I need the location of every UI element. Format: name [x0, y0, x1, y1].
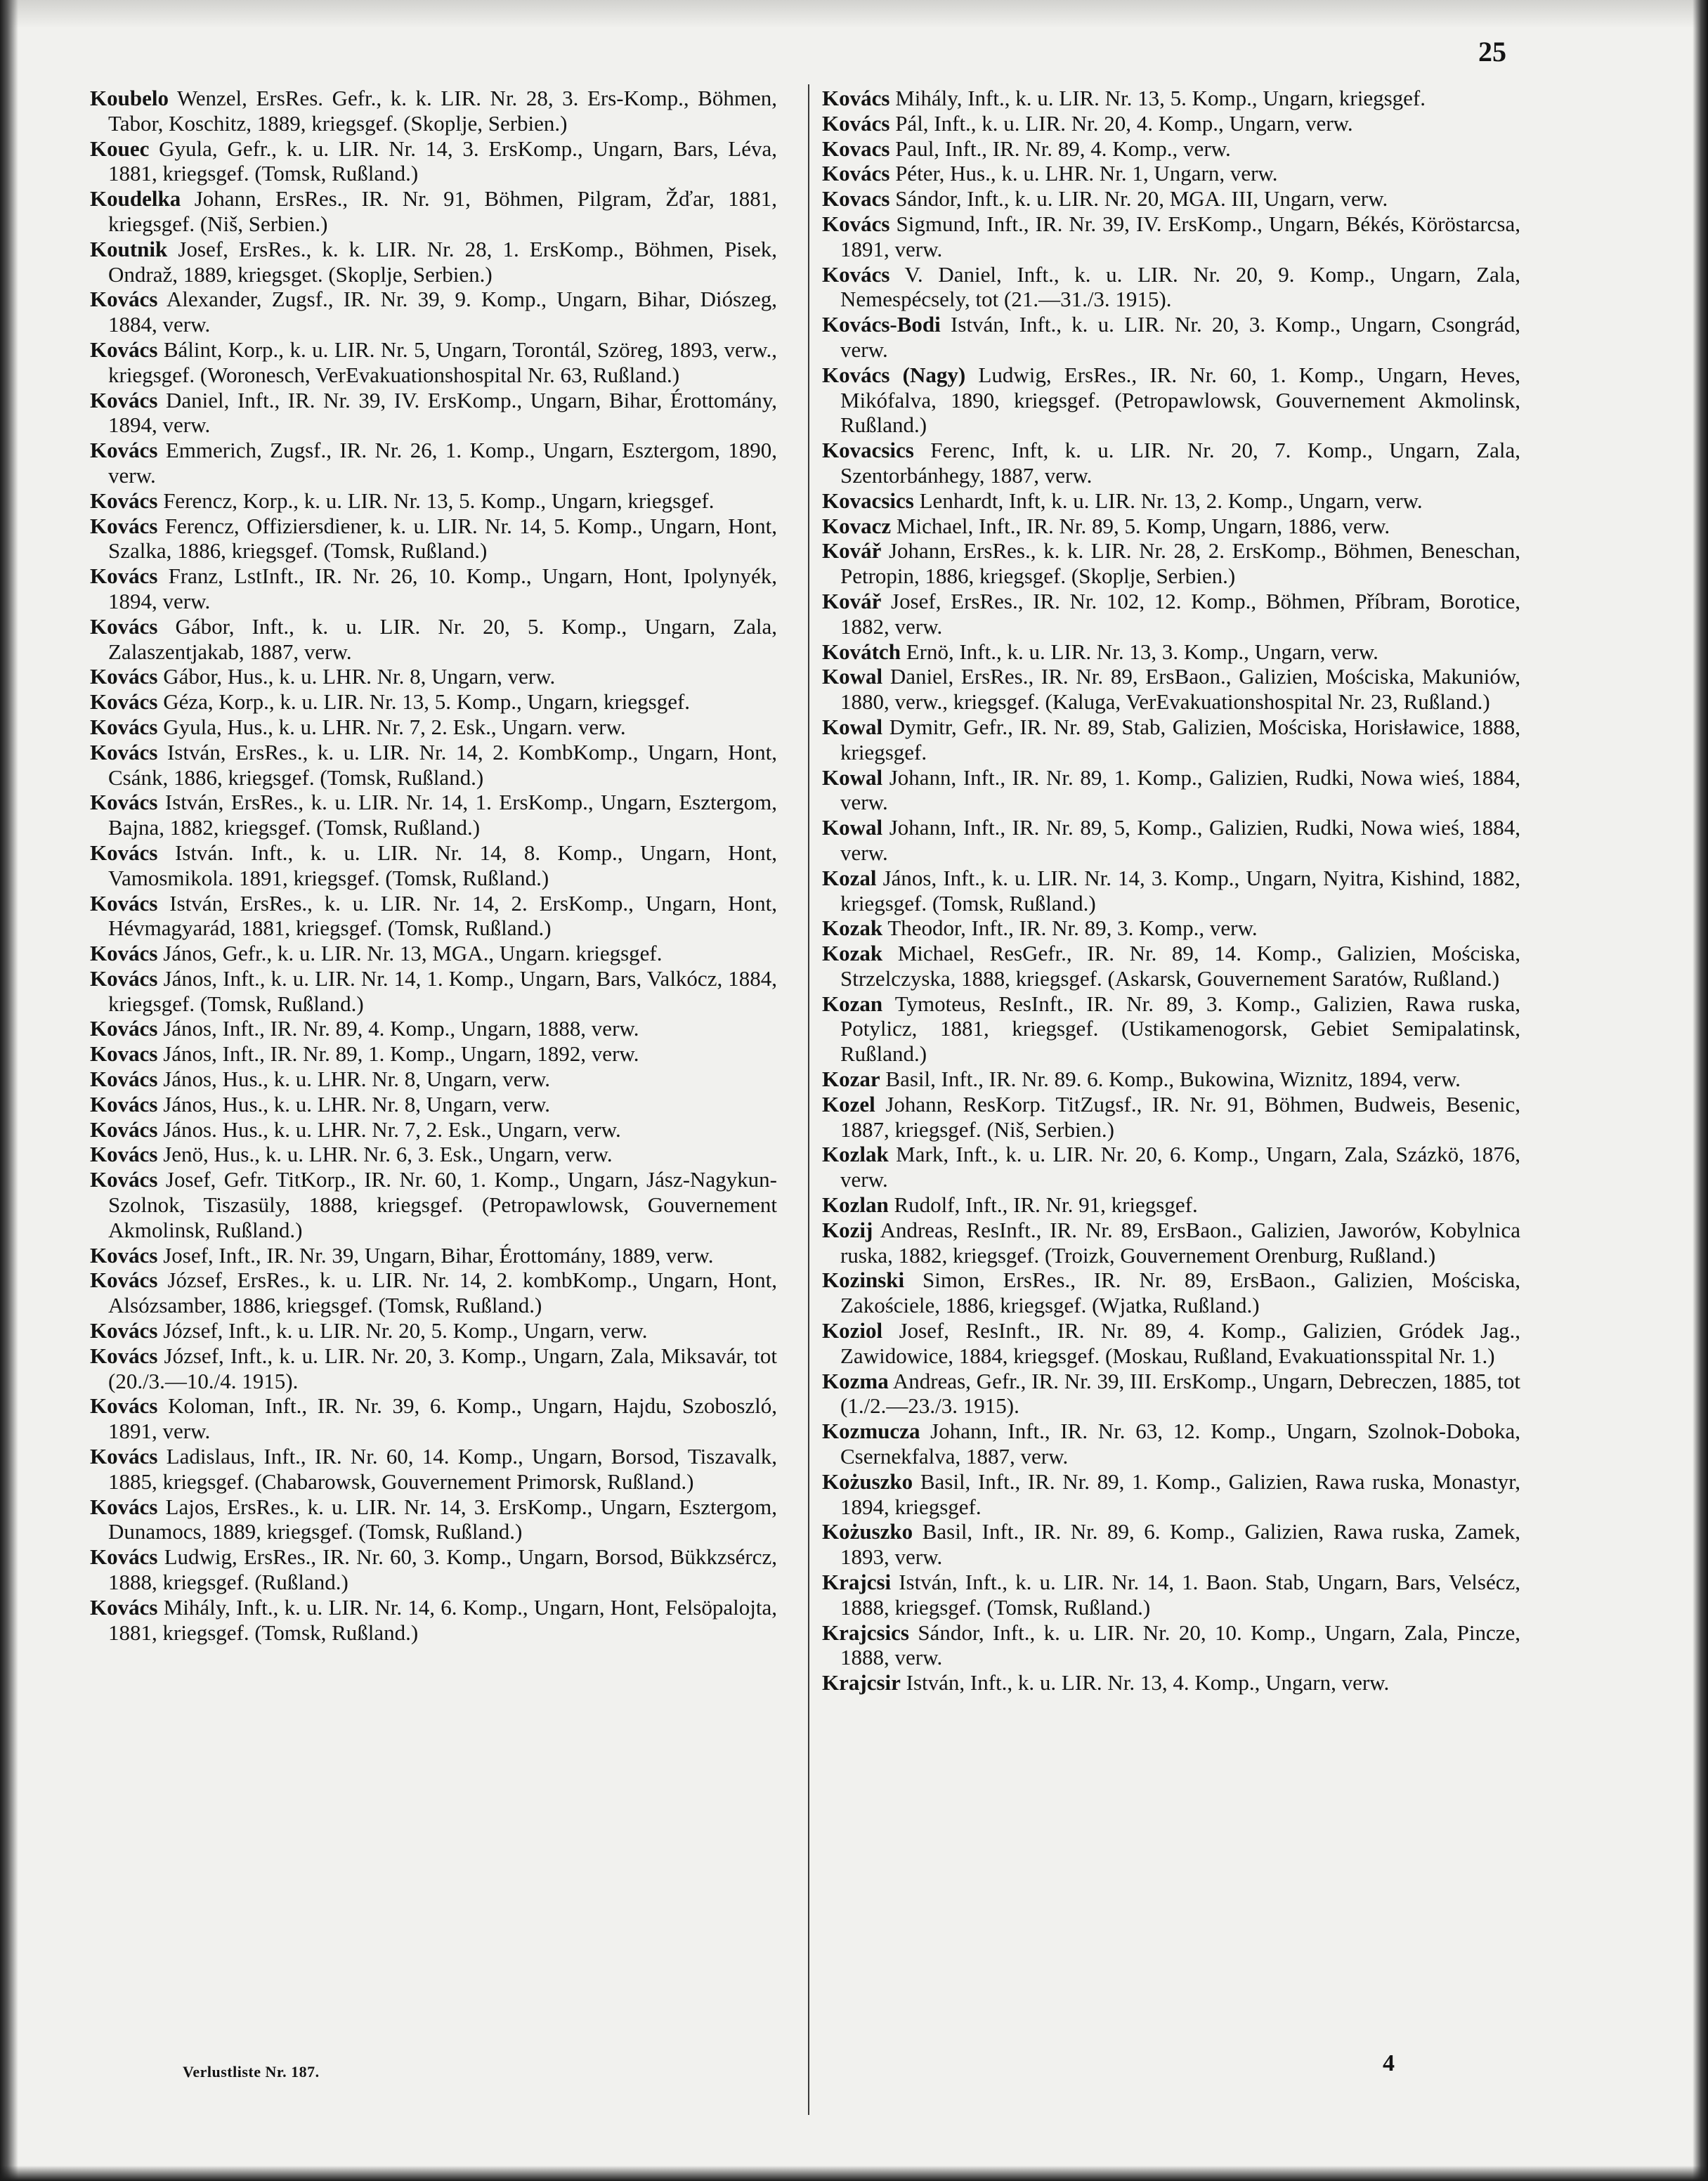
- entry-surname: Kozma: [822, 1368, 889, 1393]
- casualty-entry: [822, 916, 1520, 941]
- casualty-entry: [822, 312, 1520, 363]
- entry-surname: Krajcsics: [822, 1620, 909, 1645]
- entry-surname: Kovács: [90, 1393, 158, 1419]
- casualty-entry: [90, 664, 777, 689]
- casualty-entry: [90, 715, 777, 740]
- casualty-entry: [90, 1444, 777, 1495]
- casualty-entry: [90, 1595, 777, 1646]
- casualty-entry: [822, 1419, 1520, 1469]
- entry-surname: Kovács: [90, 488, 158, 513]
- entry-surname: Kovář: [822, 538, 882, 564]
- entry-details: István, ErsRes., k. u. LIR. Nr. 14, 2. ErsKomp., Ungarn, Hont, Hévmagyarád, 1881, kriegsgef. (Tomsk, Rußland.): [108, 890, 778, 941]
- entry-details: Gábor, Hus., k. u. LHR. Nr. 8, Ungarn, verw.: [163, 664, 556, 689]
- entry-surname: Kovács: [90, 287, 158, 312]
- casualty-entry: [822, 715, 1520, 765]
- entry-surname: Kovács: [90, 941, 158, 966]
- casualty-entry: [822, 1570, 1520, 1620]
- entry-details: Johann, ErsRes., k. k. LIR. Nr. 28, 2. ErsKomp., Böhmen, Beneschan, Petropin, 1886, kriegsgef. (Skoplje, Serbien.): [840, 538, 1521, 589]
- entry-details: Lenhardt, Inft, k. u. LIR. Nr. 13, 2. Komp., Ungarn, verw.: [919, 488, 1423, 513]
- entry-details: Géza, Korp., k. u. LIR. Nr. 13, 5. Komp., Ungarn, kriegsgef.: [163, 689, 691, 715]
- entry-details: Wenzel, ErsRes. Gefr., k. k. LIR. Nr. 28, 3. Ers-Komp., Böhmen, Tabor, Koschitz, 1889, kriegsgef. (Skoplje, Serbien.): [108, 86, 777, 136]
- casualty-entry: [822, 86, 1520, 111]
- entry-surname: Kovács: [822, 110, 890, 136]
- entry-details: Basil, Inft., IR. Nr. 89. 6. Komp., Bukowina, Wiznitz, 1894, verw.: [885, 1067, 1461, 1092]
- entry-surname: Kovacz: [822, 513, 892, 538]
- entry-details: János, Inft., IR. Nr. 89, 1. Komp., Ungarn, 1892, verw.: [163, 1041, 639, 1067]
- casualty-entry: [822, 866, 1520, 916]
- entry-details: István, Inft., k. u. LIR. Nr. 14, 1. Baon. Stab, Ungarn, Bars, Velsécz, 1888, kriegsgef. (Tomsk, Rußland.): [840, 1570, 1520, 1620]
- entry-surname: Kozak: [822, 916, 883, 941]
- entry-surname: Kożuszko: [822, 1469, 913, 1494]
- entry-details: Ladislaus, Inft., IR. Nr. 60, 14. Komp., Ungarn, Borsod, Tiszavalk, 1885, kriegsgef. (Chabarowsk, Gouvernement Primorsk, Rußland.): [108, 1444, 777, 1494]
- casualty-entry: [90, 388, 777, 438]
- casualty-entry: [822, 161, 1520, 186]
- entry-details: Franz, LstInft., IR. Nr. 26, 10. Komp., Ungarn, Hont, Ipolynyék, 1894, verw.: [108, 564, 778, 613]
- entry-details: István. Inft., k. u. LIR. Nr. 14, 8. Komp., Ungarn, Hont, Vamosmikola. 1891, kriegsgef. (Tomsk, Rußland.): [108, 840, 777, 890]
- casualty-entry: [822, 1268, 1520, 1318]
- entry-surname: Kovács: [90, 714, 158, 739]
- casualty-entry: [90, 1067, 777, 1092]
- entry-surname: Kouec: [90, 136, 150, 161]
- casualty-entry: [822, 1142, 1520, 1192]
- entry-surname: Kovács: [90, 337, 158, 362]
- entry-details: Ferencz, Korp., k. u. LIR. Nr. 13, 5. Komp., Ungarn, kriegsgef.: [163, 488, 715, 513]
- entry-surname: Kovács: [90, 438, 158, 463]
- casualty-entry: [90, 790, 777, 840]
- scan-shadow-top: [0, 0, 1708, 28]
- entry-details: Mihály, Inft., k. u. LIR. Nr. 14, 6. Komp., Ungarn, Hont, Felsöpalojta, 1881, kriegsgef. (Tomsk, Rußland.): [108, 1594, 778, 1645]
- casualty-entry: [822, 438, 1520, 488]
- casualty-entry: [90, 1117, 777, 1142]
- casualty-entry: [90, 564, 777, 614]
- column-divider: [808, 84, 809, 2115]
- casualty-entry: [90, 840, 777, 891]
- entry-details: Johann, ResKorp. TitZugsf., IR. Nr. 91, Böhmen, Budweis, Besenic, 1887, kriegsgef. (Niš, Serbien.): [840, 1091, 1520, 1142]
- casualty-entry: [822, 262, 1520, 313]
- casualty-entry: [90, 514, 777, 564]
- casualty-entry: [822, 941, 1520, 991]
- entry-details: János, Inft., k. u. LIR. Nr. 14, 3. Komp., Ungarn, Nyitra, Kishind, 1882, kriegsgef. (Tomsk, Rußland.): [840, 865, 1520, 916]
- entry-details: István, Inft., k. u. LIR. Nr. 13, 4. Komp., Ungarn, verw.: [906, 1670, 1390, 1695]
- entry-surname: Kovács (Nagy): [822, 362, 966, 387]
- casualty-entry: [90, 1393, 777, 1444]
- casualty-entry: [822, 538, 1520, 589]
- entry-details: Johann, Inft., IR. Nr. 89, 1. Komp., Galizien, Rudki, Nowa wieś, 1884, verw.: [840, 764, 1521, 815]
- casualty-entry: [822, 1469, 1520, 1520]
- entry-surname: Kovács: [90, 840, 158, 865]
- casualty-entry: [822, 211, 1520, 262]
- entry-details: Ernö, Inft., k. u. LIR. Nr. 13, 3. Komp., Ungarn, verw.: [906, 639, 1378, 664]
- casualty-entry: [822, 664, 1520, 715]
- entry-details: Johann, ErsRes., IR. Nr. 91, Böhmen, Pilgram, Žďar, 1881, kriegsgef. (Niš, Serbien.): [108, 186, 777, 236]
- entry-details: Bálint, Korp., k. u. LIR. Nr. 5, Ungarn, Torontál, Szöreg, 1893, verw., kriegsgef. (Woronesch, VerEvakuationshospital Nr. 63, Rußland.): [108, 337, 778, 387]
- casualty-entry: [822, 363, 1520, 438]
- entry-surname: Kovács: [90, 1444, 158, 1469]
- entry-details: Jenö, Hus., k. u. LHR. Nr. 6, 3. Esk., Ungarn, verw.: [163, 1142, 613, 1167]
- entry-surname: Krajcsi: [822, 1570, 892, 1595]
- casualty-entry: [822, 1318, 1520, 1369]
- casualty-entry: [822, 488, 1520, 514]
- entry-surname: Kovács: [90, 1016, 158, 1041]
- entry-surname: Kozij: [822, 1217, 873, 1242]
- entry-surname: Kovács: [90, 387, 158, 412]
- entry-details: Johann, Inft., IR. Nr. 89, 5, Komp., Galizien, Rudki, Nowa wieś, 1884, verw.: [840, 815, 1521, 865]
- entry-surname: Koudelka: [90, 186, 181, 211]
- entry-surname: Kovacs: [822, 186, 890, 211]
- entry-surname: Kovács: [90, 513, 158, 538]
- entry-details: Josef, Gefr. TitKorp., IR. Nr. 60, 1. Komp., Ungarn, Jász-Nagykun-Szolnok, Tiszasüly, 1888, kriegsgef. (Petropawlowsk, Gouvernement Akmolinsk, Rußland.): [108, 1167, 777, 1242]
- entry-details: József, ErsRes., k. u. LIR. Nr. 14, 2. kombKomp., Ungarn, Hont, Alsózsamber, 1886, kriegsgef. (Tomsk, Rußland.): [108, 1268, 777, 1318]
- entry-surname: Kozinski: [822, 1268, 905, 1293]
- entry-surname: Kovács: [90, 1494, 158, 1519]
- casualty-entry: [90, 1318, 777, 1343]
- casualty-entry: [90, 614, 777, 665]
- casualty-entry: [90, 689, 777, 715]
- entry-details: János, Hus., k. u. LHR. Nr. 8, Ungarn, verw.: [163, 1067, 550, 1092]
- entry-surname: Kovács: [90, 1091, 158, 1116]
- entry-details: Josef, Inft., IR. Nr. 39, Ungarn, Bihar, Érottomány, 1889, verw.: [163, 1242, 714, 1268]
- casualty-entry: [822, 765, 1520, 816]
- casualty-entry: [90, 1092, 777, 1117]
- entry-surname: Kovács-Bodi: [822, 312, 941, 337]
- entry-surname: Kozlan: [822, 1192, 889, 1218]
- entry-surname: Kovács: [90, 790, 158, 815]
- entry-details: Josef, ErsRes., k. k. LIR. Nr. 28, 1. ErsKomp., Böhmen, Pisek, Ondraž, 1889, kriegsget. (Skoplje, Serbien.): [108, 236, 777, 287]
- entry-details: Basil, Inft., IR. Nr. 89, 6. Komp., Galizien, Rawa ruska, Zamek, 1893, verw.: [840, 1519, 1521, 1570]
- casualty-entry: [90, 237, 777, 287]
- entry-details: Theodor, Inft., IR. Nr. 89, 3. Komp., verw.: [887, 916, 1258, 941]
- entry-surname: Kozmucza: [822, 1419, 920, 1444]
- entry-surname: Kozak: [822, 941, 883, 966]
- casualty-entry: [822, 639, 1520, 665]
- entry-surname: Kowal: [822, 664, 883, 689]
- entry-surname: Kovacsics: [822, 438, 914, 463]
- entry-details: Dymitr, Gefr., IR. Nr. 89, Stab, Galizien, Mościska, Horisławice, 1888, kriegsgef.: [840, 714, 1521, 764]
- entry-details: Michael, ResGefr., IR. Nr. 89, 14. Komp., Galizien, Mościska, Strzelczyska, 1888, kriegsgef. (Askarsk, Gouvernement Saratów, Rußland.): [840, 941, 1520, 991]
- entry-details: Koloman, Inft., IR. Nr. 39, 6. Komp., Ungarn, Hajdu, Szoboszló, 1891, verw.: [108, 1393, 778, 1444]
- casualty-entry: [90, 86, 777, 136]
- entry-details: Michael, Inft., IR. Nr. 89, 5. Komp, Ungarn, 1886, verw.: [896, 513, 1390, 538]
- entry-details: József, Inft., k. u. LIR. Nr. 20, 3. Komp., Ungarn, Zala, Miksavár, tot (20./3.—10./4. 1915).: [108, 1343, 777, 1393]
- entry-surname: Kovács: [822, 211, 890, 236]
- entry-details: Ferencz, Offiziersdiener, k. u. LIR. Nr. 14, 5. Komp., Ungarn, Hont, Szalka, 1886, kriegsgef. (Tomsk, Rußland.): [108, 513, 778, 564]
- casualty-entry: [822, 589, 1520, 639]
- casualty-entry: [822, 514, 1520, 539]
- left-column: [90, 86, 777, 1645]
- entry-surname: Kovács: [90, 664, 158, 689]
- entry-surname: Kovátch: [822, 639, 901, 664]
- casualty-entry: [822, 136, 1520, 162]
- entry-details: Ferenc, Inft, k. u. LIR. Nr. 20, 7. Komp., Ungarn, Zala, Szentorbánhegy, 1887, verw.: [840, 438, 1521, 488]
- entry-details: V. Daniel, Inft., k. u. LIR. Nr. 20, 9. Komp., Ungarn, Zala, Nemespécsely, tot (21.—31./3. 1915).: [840, 261, 1520, 312]
- casualty-entry: [90, 1343, 777, 1394]
- scan-shadow-right: [1693, 0, 1708, 2181]
- casualty-entry: [90, 1167, 777, 1242]
- entry-surname: Kozlak: [822, 1142, 889, 1167]
- entry-surname: Kovács: [90, 1242, 158, 1268]
- entry-details: Gyula, Gefr., k. u. LIR. Nr. 14, 3. ErsKomp., Ungarn, Bars, Léva, 1881, kriegsgef. (Tomsk, Rußland.): [108, 136, 777, 186]
- entry-surname: Kożuszko: [822, 1519, 913, 1544]
- entry-details: János, Inft., IR. Nr. 89, 4. Komp., Ungarn, 1888, verw.: [163, 1016, 639, 1041]
- entry-surname: Kovács: [822, 261, 890, 287]
- casualty-entry: [90, 1243, 777, 1268]
- entry-details: István, Inft., k. u. LIR. Nr. 20, 3. Komp., Ungarn, Csongrád, verw.: [840, 312, 1521, 362]
- entry-details: János, Inft., k. u. LIR. Nr. 14, 1. Komp., Ungarn, Bars, Valkócz, 1884, kriegsgef. (Tomsk, Rußland.): [108, 965, 777, 1016]
- entry-surname: Kovács: [822, 161, 890, 186]
- entry-details: Paul, Inft., IR. Nr. 89, 4. Komp., verw.: [895, 136, 1231, 161]
- entry-surname: Kozan: [822, 991, 883, 1016]
- entry-details: Rudolf, Inft., IR. Nr. 91, kriegsgef.: [894, 1192, 1198, 1218]
- entry-details: Mihály, Inft., k. u. LIR. Nr. 13, 5. Komp., Ungarn, kriegsgef.: [895, 86, 1426, 110]
- entry-details: Emmerich, Zugsf., IR. Nr. 26, 1. Komp., Ungarn, Esztergom, 1890, verw.: [108, 438, 778, 488]
- entry-details: Daniel, ErsRes., IR. Nr. 89, ErsBaon., Galizien, Mościska, Makuniów, 1880, verw., kriegsgef. (Kaluga, VerEvakuationshospital Nr. 23, Rußland.): [840, 664, 1520, 715]
- entry-details: Pál, Inft., k. u. LIR. Nr. 20, 4. Komp., Ungarn, verw.: [895, 110, 1353, 136]
- entry-surname: Kozal: [822, 865, 877, 890]
- casualty-entry: [822, 1519, 1520, 1570]
- casualty-entry: [90, 966, 777, 1017]
- entry-surname: Koubelo: [90, 86, 169, 110]
- entry-surname: Kovács: [822, 86, 890, 110]
- entry-surname: Kovács: [90, 1067, 158, 1092]
- casualty-entry: [90, 1041, 777, 1067]
- entry-surname: Kovacsics: [822, 488, 914, 513]
- entry-details: Daniel, Inft., IR. Nr. 39, IV. ErsKomp., Ungarn, Bihar, Érottomány, 1894, verw.: [108, 387, 778, 438]
- casualty-entry: [822, 1218, 1520, 1268]
- entry-details: Sigmund, Inft., IR. Nr. 39, IV. ErsKomp., Ungarn, Békés, Köröstarcsa, 1891, verw.: [840, 211, 1521, 261]
- entry-details: János, Hus., k. u. LHR. Nr. 8, Ungarn, verw.: [163, 1091, 550, 1116]
- entry-surname: Kovács: [90, 1142, 158, 1167]
- casualty-entry: [90, 186, 777, 237]
- casualty-entry: [90, 740, 777, 790]
- entry-details: Ludwig, ErsRes., IR. Nr. 60, 1. Komp., Ungarn, Heves, Mikófalva, 1890, kriegsgef. (Petropawlowsk, Gouvernement Akmolinsk, Rußland.): [840, 362, 1521, 438]
- casualty-entry: [90, 1142, 777, 1167]
- casualty-entry: [90, 891, 777, 942]
- entry-surname: Kovář: [822, 588, 882, 613]
- casualty-entry: [90, 941, 777, 966]
- entry-details: Sándor, Inft., k. u. LIR. Nr. 20, MGA. III, Ungarn, verw.: [895, 186, 1388, 211]
- casualty-entry: [822, 1670, 1520, 1695]
- entry-details: Sándor, Inft., k. u. LIR. Nr. 20, 10. Komp., Ungarn, Zala, Pincze, 1888, verw.: [840, 1620, 1520, 1670]
- entry-surname: Kovács: [90, 1343, 158, 1368]
- casualty-entry: [822, 815, 1520, 866]
- casualty-entry: [822, 1092, 1520, 1142]
- casualty-entry: [822, 186, 1520, 211]
- entry-details: István, ErsRes., k. u. LIR. Nr. 14, 1. ErsKomp., Ungarn, Esztergom, Bajna, 1882, kriegsgef. (Tomsk, Rußland.): [108, 790, 777, 840]
- casualty-entry: [90, 1544, 777, 1595]
- entry-surname: Koziol: [822, 1318, 883, 1343]
- entry-surname: Kovács: [90, 1544, 158, 1570]
- entry-surname: Kovacs: [822, 136, 890, 161]
- entry-details: Josef, ErsRes., IR. Nr. 102, 12. Komp., Böhmen, Příbram, Borotice, 1882, verw.: [840, 588, 1521, 639]
- casualty-entry: [822, 111, 1520, 136]
- casualty-entry: [822, 991, 1520, 1067]
- page-number: 25: [1478, 36, 1506, 67]
- entry-surname: Kovács: [90, 689, 158, 715]
- entry-surname: Kovács: [90, 1318, 158, 1343]
- entry-surname: Kowal: [822, 714, 883, 739]
- entry-surname: Kovács: [90, 1116, 158, 1142]
- casualty-entry: [90, 438, 777, 488]
- casualty-entry: [90, 1016, 777, 1041]
- entry-surname: Kowal: [822, 815, 883, 840]
- entry-details: Lajos, ErsRes., k. u. LIR. Nr. 14, 3. ErsKomp., Ungarn, Esztergom, Dunamocs, 1889, kriegsgef. (Tomsk, Rußland.): [108, 1494, 778, 1544]
- entry-details: Andreas, ResInft., IR. Nr. 89, ErsBaon., Galizien, Jaworów, Kobylnica ruska, 1882, kriegsgef. (Troizk, Gouvernement Orenburg, Rußland.): [840, 1217, 1520, 1268]
- casualty-entry: [822, 1192, 1520, 1218]
- casualty-entry: [90, 1268, 777, 1318]
- entry-surname: Kovacs: [90, 1041, 158, 1067]
- entry-details: József, Inft., k. u. LIR. Nr. 20, 5. Komp., Ungarn, verw.: [163, 1318, 648, 1343]
- casualty-entry: [822, 1369, 1520, 1419]
- entry-surname: Kovács: [90, 1167, 158, 1192]
- entry-surname: Kovács: [90, 1268, 158, 1293]
- entry-details: Gyula, Hus., k. u. LHR. Nr. 7, 2. Esk., Ungarn. verw.: [163, 714, 626, 739]
- entry-details: Tymoteus, ResInft., IR. Nr. 89, 3. Komp., Galizien, Rawa ruska, Potylicz, 1881, kriegsgef. (Ustikamenogorsk, Gebiet Semipalatinsk, Rußland.): [840, 991, 1520, 1067]
- entry-details: Péter, Hus., k. u. LHR. Nr. 1, Ungarn, verw.: [895, 161, 1278, 186]
- scan-shadow-bottom: [0, 2166, 1708, 2181]
- entry-details: Johann, Inft., IR. Nr. 63, 12. Komp., Ungarn, Szolnok-Doboka, Csernekfalva, 1887, verw.: [840, 1419, 1520, 1469]
- entry-surname: Kovács: [90, 739, 158, 764]
- entry-surname: Kovács: [90, 613, 158, 639]
- entry-surname: Kozar: [822, 1067, 880, 1092]
- casualty-entry: [90, 337, 777, 388]
- entry-details: Ludwig, ErsRes., IR. Nr. 60, 3. Komp., Ungarn, Borsod, Bükkzsércz, 1888, kriegsgef. (Rußland.): [108, 1544, 777, 1595]
- entry-surname: Kovács: [90, 564, 158, 589]
- entry-surname: Kowal: [822, 764, 883, 790]
- casualty-entry: [822, 1620, 1520, 1671]
- casualty-entry: [90, 136, 777, 187]
- right-column: [822, 86, 1520, 1695]
- entry-surname: Koutnik: [90, 236, 168, 261]
- entry-surname: Krajcsir: [822, 1670, 901, 1695]
- entry-surname: Kovács: [90, 1594, 158, 1620]
- casualty-entry: [90, 287, 777, 337]
- signature-mark: 4: [1383, 2050, 1395, 2076]
- entry-details: Simon, ErsRes., IR. Nr. 89, ErsBaon., Galizien, Mościska, Zakościele, 1886, kriegsgef. (Wjatka, Rußland.): [840, 1268, 1520, 1318]
- entry-details: Gábor, Inft., k. u. LIR. Nr. 20, 5. Komp., Ungarn, Zala, Zalaszentjakab, 1887, verw.: [108, 613, 777, 664]
- entry-details: Mark, Inft., k. u. LIR. Nr. 20, 6. Komp., Ungarn, Zala, Százkö, 1876, verw.: [840, 1142, 1520, 1192]
- casualty-entry: [90, 1495, 777, 1545]
- entry-details: János. Hus., k. u. LHR. Nr. 7, 2. Esk., Ungarn, verw.: [163, 1116, 621, 1142]
- entry-surname: Kovács: [90, 965, 158, 991]
- entry-details: Alexander, Zugsf., IR. Nr. 39, 9. Komp., Ungarn, Bihar, Diószeg, 1884, verw.: [108, 287, 777, 337]
- entry-details: István, ErsRes., k. u. LIR. Nr. 14, 2. KombKomp., Ungarn, Hont, Csánk, 1886, kriegsgef. (Tomsk, Rußland.): [108, 739, 777, 790]
- casualty-entry: [822, 1067, 1520, 1092]
- entry-surname: Kovács: [90, 890, 158, 916]
- entry-surname: Kozel: [822, 1091, 875, 1116]
- list-number-footer: Verlustliste Nr. 187.: [183, 2063, 320, 2081]
- entry-details: János, Gefr., k. u. LIR. Nr. 13, MGA., Ungarn. kriegsgef.: [163, 941, 663, 966]
- entry-details: Andreas, Gefr., IR. Nr. 39, III. ErsKomp., Ungarn, Debreczen, 1885, tot (1./2.—23./3. 1915).: [840, 1368, 1520, 1419]
- scan-shadow-left: [0, 0, 18, 2181]
- entry-details: Basil, Inft., IR. Nr. 89, 1. Komp., Galizien, Rawa ruska, Monastyr, 1894, kriegsgef.: [840, 1469, 1520, 1519]
- casualty-entry: [90, 488, 777, 514]
- entry-details: Josef, ResInft., IR. Nr. 89, 4. Komp., Galizien, Gródek Jag., Zawidowice, 1884, kriegsgef. (Moskau, Rußland, Evakuationsspital Nr. 1.): [840, 1318, 1520, 1368]
